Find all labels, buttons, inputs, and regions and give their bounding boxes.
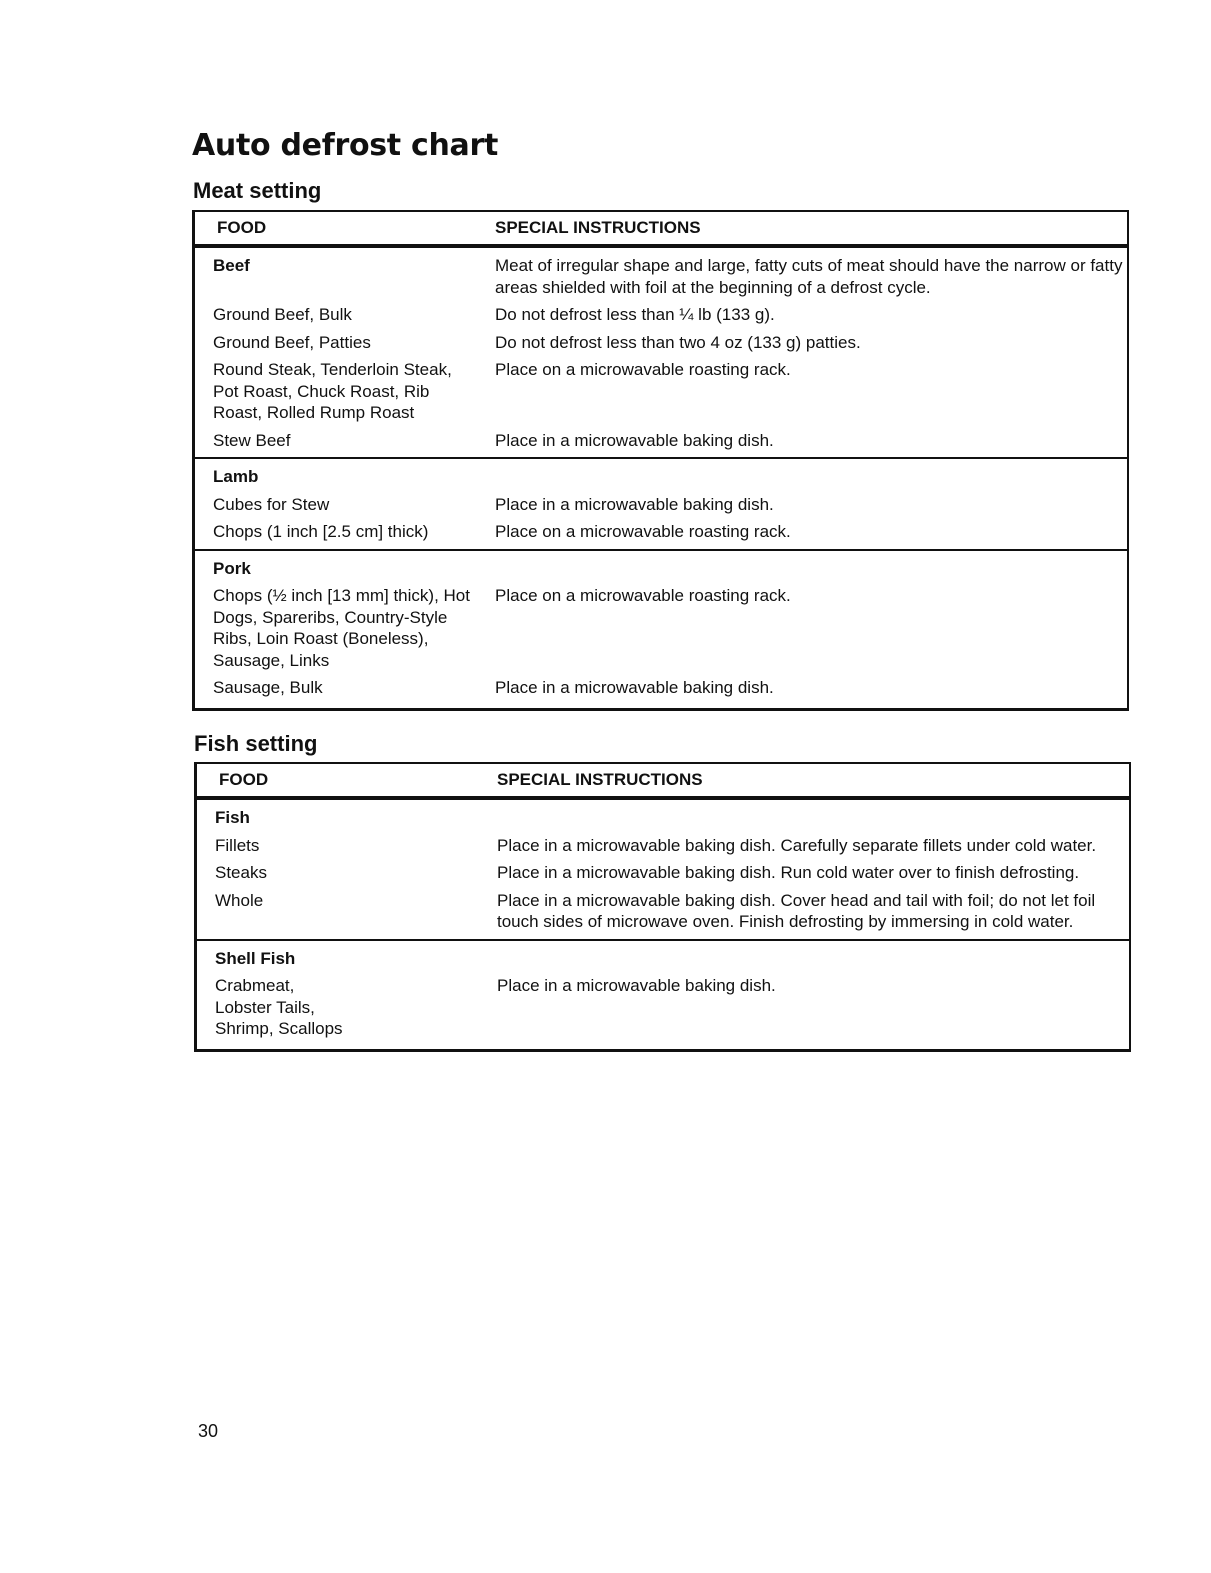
fish-chart — [194, 762, 1131, 1052]
table-row — [197, 887, 1129, 936]
table-row — [195, 427, 1127, 455]
group-label-fish: Fish — [215, 808, 250, 827]
food-column-header: FOOD — [217, 218, 267, 237]
page-title: Auto defrost chart — [192, 128, 499, 163]
instruction-cell: Do not defrost less than two 4 oz (133 g) patties. — [495, 332, 861, 352]
group-label-shell-fish: Shell Fish — [215, 948, 296, 968]
food-cell: Round Steak, Tenderloin Steak, Pot Roast, Chuck Roast, Rib Roast, Rolled Rump Roast — [213, 360, 452, 422]
instruction-cell: Place on a microwavable roasting rack. — [495, 360, 791, 379]
fish-group — [197, 798, 1129, 939]
table-row — [195, 582, 1127, 674]
instruction-cell: Place in a microwavable baking dish. — [497, 976, 776, 995]
lamb-group — [195, 457, 1127, 549]
table-row — [195, 356, 1127, 427]
instructions-column-header: SPECIAL INSTRUCTIONS — [495, 218, 701, 237]
food-cell: Steaks — [215, 863, 267, 882]
fish-section-title: Fish setting — [194, 731, 318, 756]
beef-general-instruction: Meat of irregular shape and large, fatty cuts of meat should have the narrow or fatty areas shielded with foil at the beginning of a defrost cycle. — [495, 256, 1123, 297]
food-cell: Sausage, Bulk — [213, 678, 323, 697]
instructions-column-header: SPECIAL INSTRUCTIONS — [497, 770, 703, 789]
food-cell: Ground Beef, Bulk — [213, 305, 352, 324]
table-row — [197, 972, 1129, 1046]
group-label-lamb: Lamb — [213, 467, 259, 486]
instruction-cell: Place in a microwavable baking dish. Run cold water over to finish defrosting. — [497, 863, 1080, 882]
shell-fish-group — [197, 939, 1129, 1049]
group-label-beef: Beef — [213, 256, 250, 275]
beef-group — [195, 246, 1127, 457]
table-row — [195, 674, 1127, 705]
instruction-cell: Place in a microwavable baking dish. Cover head and tail with foil; do not let foil touch sides of microwave oven. Finish defrosting by immersing in cold water. — [497, 890, 1096, 931]
meat-chart — [192, 210, 1129, 711]
food-column-header: FOOD — [219, 770, 269, 789]
food-cell: Crabmeat, Lobster Tails, Shrimp, Scallops — [215, 976, 343, 1038]
meat-table-header — [195, 212, 1127, 246]
food-cell: Chops (1 inch [2.5 cm] thick) — [213, 522, 429, 541]
pork-group — [195, 549, 1127, 708]
meat-section-title: Meat setting — [193, 178, 322, 203]
instruction-cell: Place on a microwavable roasting rack. — [495, 586, 791, 605]
food-cell: Fillets — [215, 835, 260, 855]
table-row — [195, 518, 1127, 546]
instruction-cell: Place in a microwavable baking dish. — [495, 430, 774, 450]
table-row — [195, 329, 1127, 357]
table-row — [195, 301, 1127, 329]
instruction-cell: Place in a microwavable baking dish. — [495, 494, 774, 514]
group-label-pork: Pork — [213, 558, 251, 578]
fish-table-header — [197, 764, 1129, 798]
food-cell: Cubes for Stew — [213, 494, 330, 514]
table-row — [197, 832, 1129, 860]
table-row — [195, 491, 1127, 519]
table-row — [197, 859, 1129, 887]
food-cell: Chops (½ inch [13 mm] thick), Hot Dogs, Spareribs, Country-Style Ribs, Loin Roast (Boneless), Sausage, Links — [213, 586, 470, 670]
page-number: 30 — [198, 1421, 219, 1441]
food-cell: Whole — [215, 890, 264, 910]
food-cell: Ground Beef, Patties — [213, 332, 371, 352]
instruction-cell: Place on a microwavable roasting rack. — [495, 522, 791, 541]
instruction-cell: Place in a microwavable baking dish. — [495, 678, 774, 697]
instruction-cell: Place in a microwavable baking dish. Carefully separate fillets under cold water. — [497, 835, 1097, 855]
instruction-cell: Do not defrost less than ¼ lb (133 g). — [495, 305, 775, 324]
food-cell: Stew Beef — [213, 430, 291, 450]
